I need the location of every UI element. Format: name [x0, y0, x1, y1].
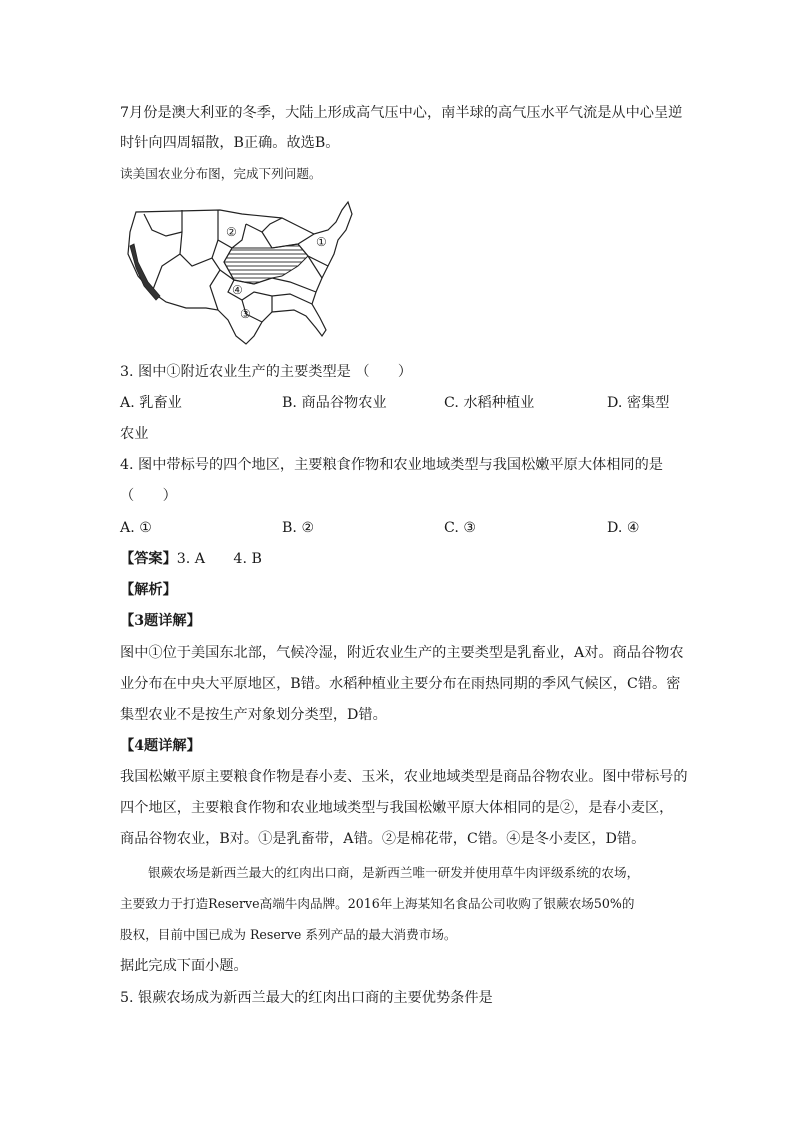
detail4-line-2: 四个地区，主要粮食作物和农业地域类型与我国松嫩平原大体相同的是②，是春小麦区， [120, 800, 674, 816]
detail3-line-2: 业分布在中央大平原地区，B错。水稻种植业主要分布在雨热同期的季风气候区，C错。密 [120, 676, 681, 692]
hatched-region [224, 244, 308, 284]
detail4-line-1: 我国松嫩平原主要粮食作物是春小麦、玉米，农业地域类型是商品谷物农业。图中带标号的 [120, 769, 688, 785]
map-marker-3: ③ [240, 307, 251, 321]
detail3-line-3: 集型农业不是按生产对象划分类型，D错。 [120, 707, 387, 723]
q3-option-b: B. 商品谷物农业 [282, 395, 387, 411]
california-shaded-region [130, 244, 160, 300]
intro-line-2: 时针向四周辐散，B正确。故选B。 [120, 135, 340, 151]
detail4-label: 【4题详解】 [120, 738, 201, 754]
q5-stem: 5. 银蕨农场成为新西兰最大的红肉出口商的主要优势条件是 [120, 990, 493, 1006]
passage-line-3: 股权，目前中国已成为 Reserve 系列产品的最大消费市场。 [120, 927, 457, 942]
map-marker-1: ① [316, 235, 327, 249]
q3-option-d-wrap: 农业 [120, 426, 149, 442]
map-prompt: 读美国农业分布图，完成下列问题。 [120, 166, 322, 181]
us-agriculture-map [122, 196, 358, 346]
q3-option-a: A. 乳畜业 [120, 395, 182, 411]
intro-line-1: 7月份是澳大利亚的冬季，大陆上形成高气压中心，南半球的高气压水平气流是从中心呈逆 [120, 105, 683, 121]
detail4-line-3: 商品谷物农业，B对。①是乳畜带，A错。②是棉花带，C错。④是冬小麦区，D错。 [120, 831, 646, 847]
passage-line-1: 银蕨农场是新西兰最大的红肉出口商，是新西兰唯一研发并使用草牛肉评级系统的农场， [148, 865, 640, 880]
q4-bracket: （ ） [120, 488, 177, 504]
q4-stem: 4. 图中带标号的四个地区，主要粮食作物和农业地域类型与我国松嫩平原大体相同的是 [120, 457, 663, 473]
detail3-line-1: 图中①位于美国东北部，气候冷湿，附近农业生产的主要类型是乳畜业，A对。商品谷物农 [120, 645, 684, 661]
analysis-label: 【解析】 [120, 582, 177, 598]
q4-option-d: D. ④ [607, 520, 640, 536]
answer-row [120, 549, 262, 569]
answer-label: 【答案】 [120, 551, 177, 567]
passage-line-2: 主要致力于打造Reserve高端牛肉品牌。2016年上海某知名食品公司收购了银蕨农场50%的 [120, 896, 635, 911]
detail3-label: 【3题详解】 [120, 613, 201, 629]
q4-option-b: B. ② [282, 520, 315, 536]
q3-option-c: C. 水稻种植业 [444, 395, 535, 411]
map-marker-2: ② [226, 225, 237, 239]
answer-text: 3. A 4. B [176, 551, 262, 567]
q3-stem: 3. 图中①附近农业生产的主要类型是 （ ） [120, 364, 413, 380]
passage-prompt: 据此完成下面小题。 [120, 958, 248, 974]
map-marker-4: ④ [232, 283, 243, 297]
q4-option-a: A. ① [120, 520, 152, 536]
q3-option-d: D. 密集型 [607, 395, 670, 411]
q4-option-c: C. ③ [444, 520, 477, 536]
